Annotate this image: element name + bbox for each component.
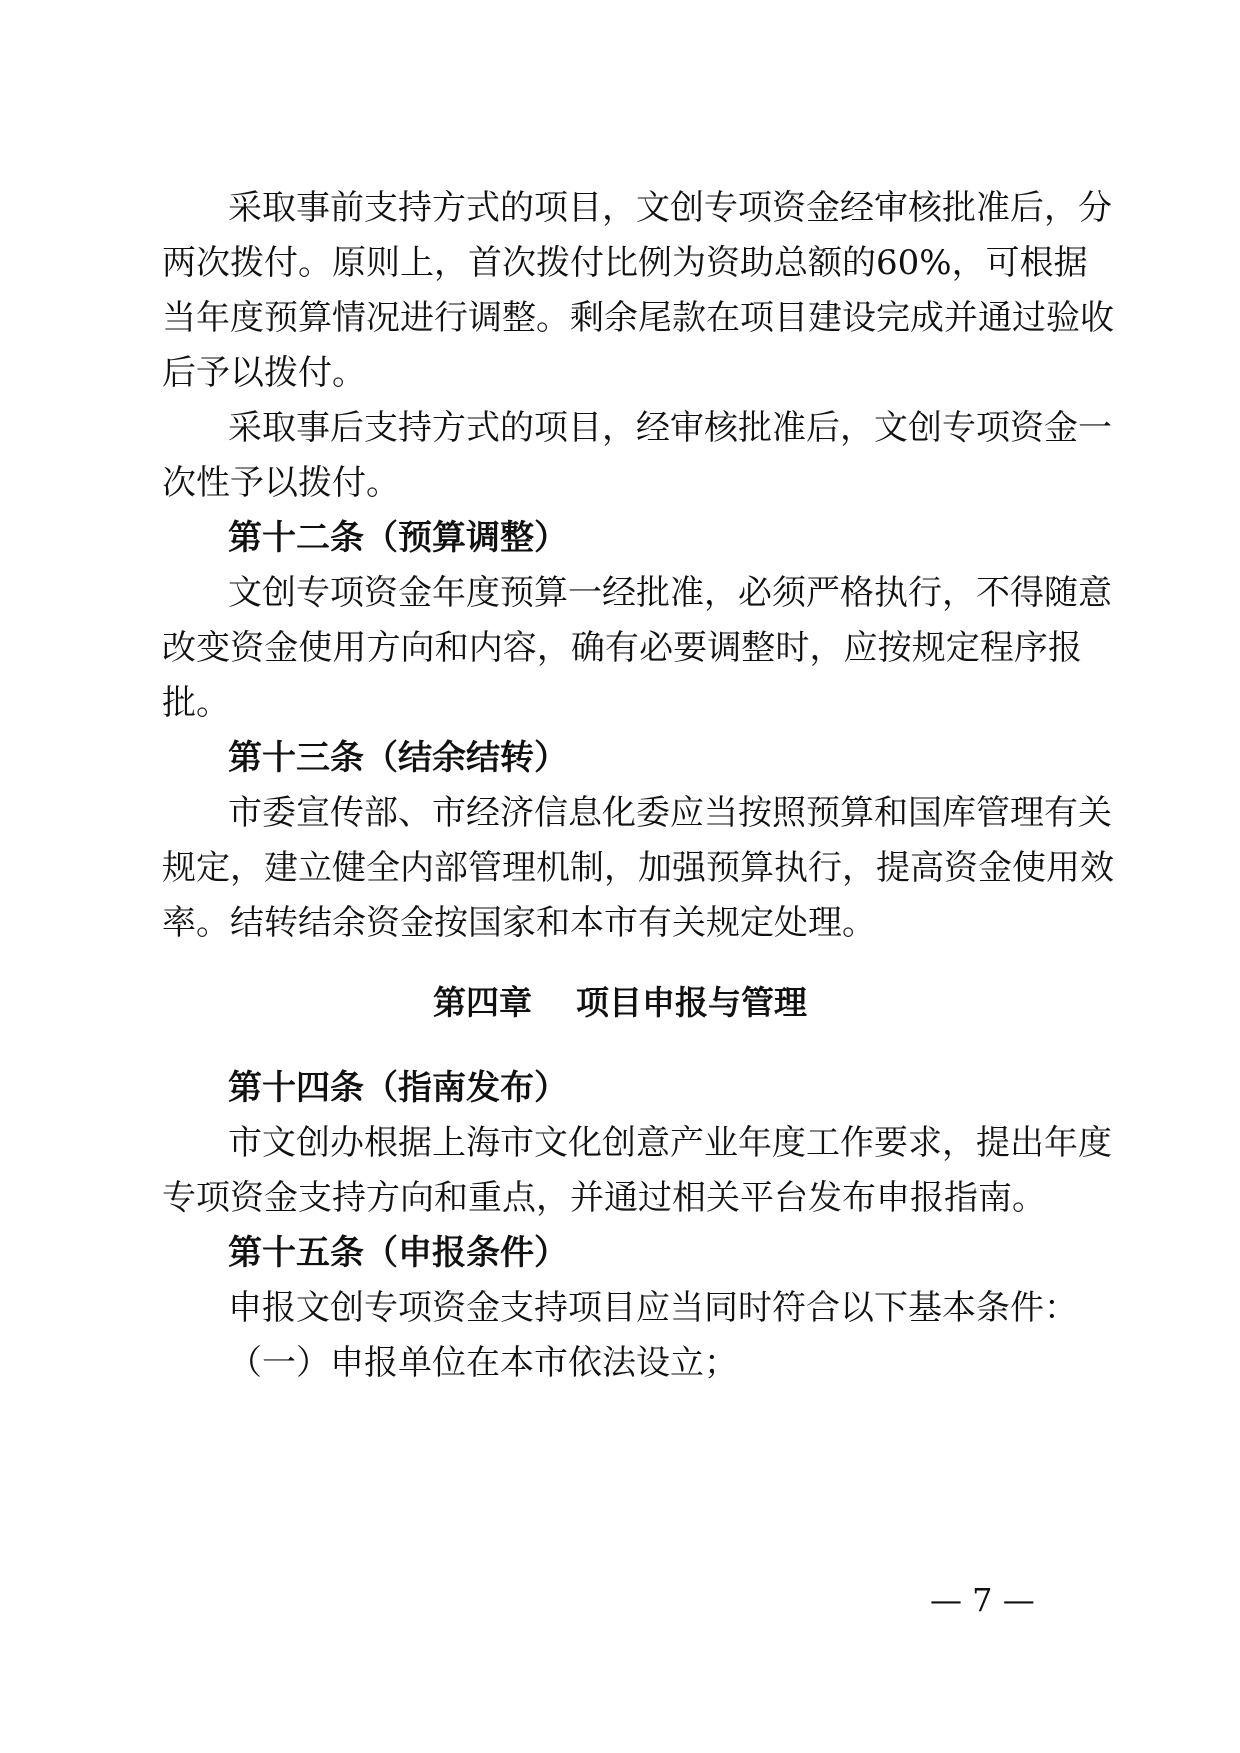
paragraph-line: 规定，建立健全内部管理机制，加强预算执行，提高资金使用效 (162, 848, 1114, 888)
article-title: 第十五条（申报条件） (228, 1233, 568, 1273)
page-number: — 7 — (930, 1581, 1035, 1619)
paragraph-line: 两次拨付。原则上，首次拨付比例为资助总额的60%，可根据 (162, 243, 1088, 283)
article-title: 第十三条（结余结转） (228, 738, 568, 778)
paragraph-line: （一）申报单位在本市依法设立； (228, 1343, 738, 1383)
paragraph-line: 批。 (162, 683, 230, 723)
paragraph-line: 采取事后支持方式的项目，经审核批准后，文创专项资金一 (228, 408, 1112, 448)
paragraph-line: 当年度预算情况进行调整。剩余尾款在项目建设完成并通过验收 (162, 298, 1114, 338)
paragraph-line: 改变资金使用方向和内容，确有必要调整时，应按规定程序报 (162, 628, 1082, 668)
paragraph-line: 后予以拨付。 (162, 353, 366, 393)
paragraph-line: 率。结转结余资金按国家和本市有关规定处理。 (162, 903, 876, 943)
chapter-number: 第四章 (433, 983, 532, 1022)
paragraph-line: 文创专项资金年度预算一经批准，必须严格执行，不得随意 (228, 573, 1112, 613)
chapter-title: 项目申报与管理 (576, 983, 807, 1022)
chapter-heading (0, 983, 1240, 1023)
paragraph-line: 采取事前支持方式的项目，文创专项资金经审核批准后，分 (228, 188, 1112, 228)
paragraph-line: 申报文创专项资金支持项目应当同时符合以下基本条件： (228, 1288, 1078, 1328)
paragraph-line: 市委宣传部、市经济信息化委应当按照预算和国库管理有关 (228, 793, 1112, 833)
paragraph-line: 专项资金支持方向和重点，并通过相关平台发布申报指南。 (162, 1178, 1046, 1218)
article-title: 第十二条（预算调整） (228, 518, 568, 558)
article-title: 第十四条（指南发布） (228, 1068, 568, 1108)
paragraph-line: 市文创办根据上海市文化创意产业年度工作要求，提出年度 (228, 1123, 1112, 1163)
paragraph-line: 次性予以拨付。 (162, 463, 400, 503)
